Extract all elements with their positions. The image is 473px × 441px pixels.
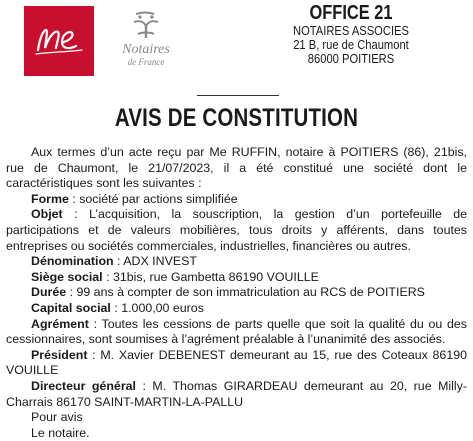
notice-body bbox=[6, 145, 467, 441]
notice-title: AVIS DE CONSTITUTION bbox=[114, 104, 359, 132]
siege-label: Siège social bbox=[31, 269, 103, 284]
closing-pour-avis: Pour avis bbox=[31, 410, 83, 425]
president-label: Président bbox=[31, 347, 88, 362]
office-block bbox=[236, 2, 466, 66]
agrement-field bbox=[6, 317, 467, 348]
office-line-2: 21 B, rue de Chaumont bbox=[293, 37, 409, 52]
objet-value: : L’acquisition, la souscription, la gestion d’un portefeuille de participations et de valeurs mobilières, tous droits y afférents, dans toutes entreprises ou sociétés commerciales, industrielles, financières ou autres. bbox=[6, 207, 467, 253]
duree-label: Durée bbox=[31, 285, 67, 300]
objet-field bbox=[6, 207, 467, 254]
forme-field bbox=[6, 192, 467, 208]
directeur-value: : M. Thomas GIRARDEAU demeurant au 20, rue Milly-Charrais 86170 SAINT-MARTIN-LA-PALLU bbox=[6, 378, 467, 409]
objet-label: Objet bbox=[31, 207, 63, 222]
agrement-value: : Toutes les cessions de parts quelle que soit la qualité du ou des cessionnaires, sont soumises à l’agrément préalable à l’unanimité des associés. bbox=[6, 316, 467, 347]
notaires-logo-name: Notaires bbox=[122, 42, 170, 57]
intro-paragraph: Aux termes d’un acte reçu par Me RUFFIN, notaire à POITIERS (86), 21bis, rue de Chaumont, le 21/07/2023, il a été constitué une société dont le caractéristiques sont les suivantes : bbox=[6, 145, 467, 191]
duree-field bbox=[6, 285, 467, 301]
monogram-icon bbox=[24, 6, 94, 76]
directeur-label: Directeur général bbox=[31, 378, 136, 393]
denomination-label: Dénomination bbox=[31, 254, 114, 269]
duree-value: : 99 ans à compter de son immatriculation au RCS de POITIERS bbox=[66, 285, 425, 300]
directeur-field bbox=[6, 379, 467, 410]
agrement-label: Agrément bbox=[31, 316, 89, 331]
president-value: : M. Xavier DEBENEST demeurant au 15, rue des Coteaux 86190 VOUILLE bbox=[6, 347, 467, 378]
office-line-3: 86000 POITIERS bbox=[307, 51, 395, 66]
office-line-1: NOTAIRES ASSOCIES bbox=[293, 23, 409, 38]
notaires-de-france-logo bbox=[104, 8, 188, 74]
denomination-field bbox=[6, 254, 467, 270]
forme-label: Forme bbox=[31, 191, 69, 206]
divider bbox=[197, 95, 279, 96]
notaires-emblem-icon bbox=[126, 8, 166, 42]
capital-label: Capital social bbox=[31, 300, 111, 315]
capital-value: : 1.000,00 euros bbox=[110, 300, 204, 315]
denomination-value: : ADX INVEST bbox=[113, 254, 197, 269]
capital-field bbox=[6, 301, 467, 317]
forme-value: : société par actions simplifiée bbox=[68, 191, 238, 206]
siege-value: : 31bis, rue Gambetta 86190 VOUILLE bbox=[102, 269, 319, 284]
office-logo bbox=[24, 6, 94, 76]
office-name: OFFICE 21 bbox=[309, 2, 393, 24]
closing-signature: Le notaire. bbox=[31, 425, 90, 440]
president-field bbox=[6, 348, 467, 379]
notaires-logo-sub: de France bbox=[127, 57, 165, 67]
siege-field bbox=[6, 270, 467, 286]
